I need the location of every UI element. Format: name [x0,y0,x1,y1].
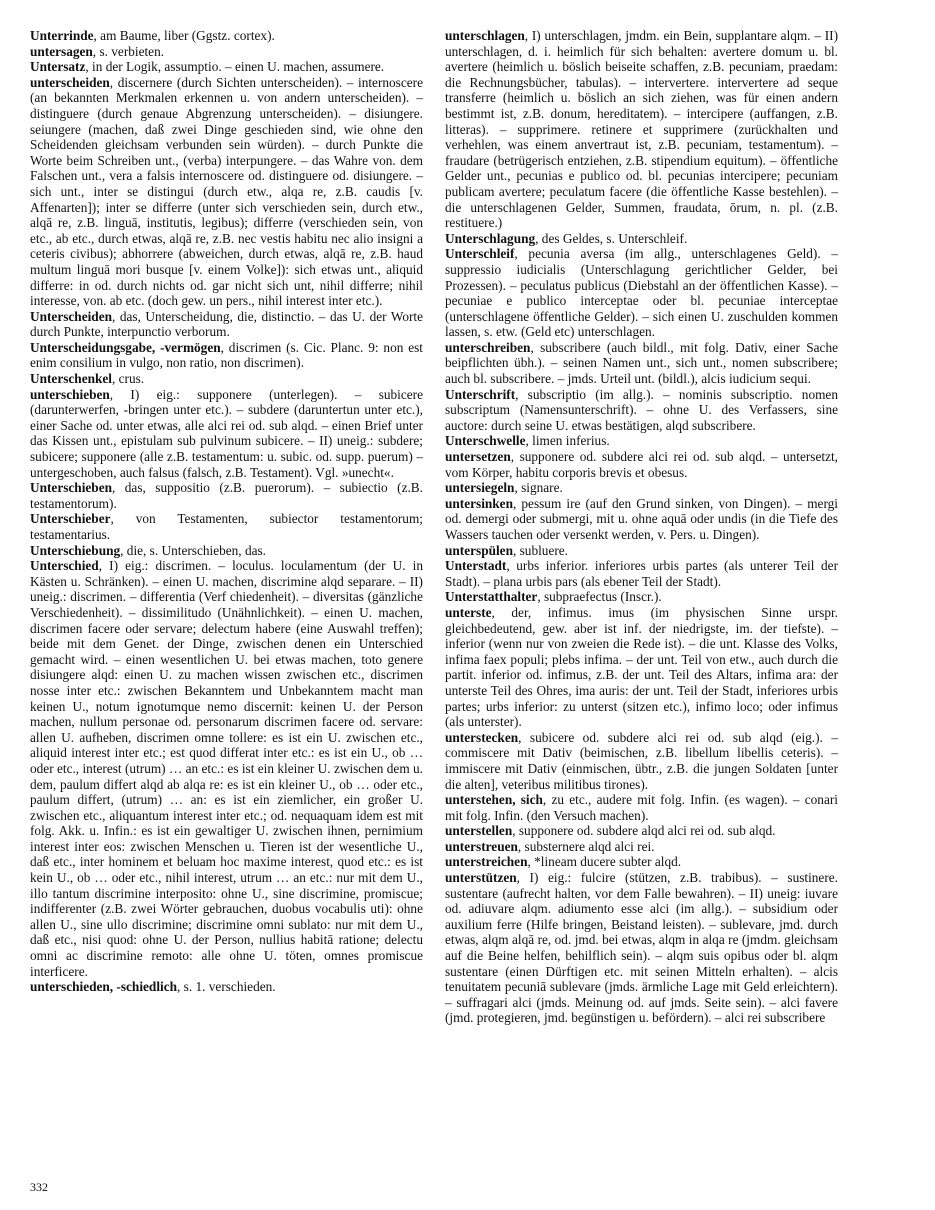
dictionary-entry [30,75,423,309]
entry-definition: , I) eig.: supponere (unterlegen). – subicere (darunterwerfen, -bringen unter etc.). – subdere (daruntertun unter etc.), einer Sache od. unter etwas, alle alci rei od. sub alqd. – einen Brief unter das Kissen unt., epistulam sub pulvinum subicere. – II) uneig.: subdere; subicere; supponere (alle z.B. testamentum: u. subic. od. supp. puerum) – untergeschoben, auch falsus (falsch, z.B. Testament). Vgl. »unecht«. [30,386,423,480]
entry-headword: unterschlagen [445,28,525,43]
entry-headword: Unterstadt [445,558,507,574]
entry-definition: , subpraefectus (Inscr.). [537,589,662,605]
entry-headword: Unterscheidungsgabe, -vermögen [30,339,221,355]
entry-headword: Unterstatthalter [445,589,538,605]
dictionary-entry [445,231,838,247]
entry-definition: , zu etc., audere mit folg. Infin. (es wagen). – conari mit folg. Infin. (den Versuch machen). [445,792,838,823]
dictionary-entry [30,28,423,44]
entry-definition: , von Testamenten, subiector testamentorum; testamentarius. [30,511,423,542]
dictionary-entry [30,59,423,75]
dictionary-entry [445,730,838,792]
entry-definition: , signare. [514,480,563,496]
entry-definition: , des Geldes, s. Unterschleif. [535,230,688,246]
dictionary-entry [30,480,423,511]
entry-definition: , pessum ire (auf den Grund sinken, von Dingen). – mergi od. demergi oder submergi, mit u. ohne aquā oder undis (in die Tiefe des Wassers tauchen oder versenkt werden, v. Pers. u. Dingen). [445,495,838,542]
right-column [445,28,838,1026]
entry-definition: , subscriptio (im allg.). – nominis subscriptio. nomen subscriptum (Namensunterschrift). – ohne U. des Verfassers, sine auctore: durch seine U. etwas bestätigen, alqd subscribere. [445,386,838,433]
dictionary-entry [30,558,423,979]
entry-headword: Unterschwelle [445,433,526,449]
dictionary-entry [445,543,838,559]
entry-definition: , der, infimus. imus (im physischen Sinne urspr. gleichbedeutend, gew. aber ist inf. der niedrigste, im. der tiefste). – inferior (wenn nur von zweien die Rede ist). – die unt. Klasse des Volks, infima faex populi; plebs infima. – der unt. Teil von etw., auch durch die partit. inferior od. infimus, z.B. der unt. Teil des Altars, infima ara: der unterste Teil des Ohres, ima auris: der unt. Teil der Stadt, inferiores urbis partes; urbs inferior: zu unterst (sitzen etc.), infimo loco; oder infimus (als unterster). [445,604,838,730]
entry-definition: , I) unterschlagen, jmdm. ein Bein, supplantare alqm. – II) unterschlagen, d. i. heimlich für sich behalten: avertere domum u. bl. avertere (heimlich u. böslich beiseite schaffen, z.B. pecuniam, praedam: die Rechnungsbücher, tabulas). – intervertere. intervertere ad seque transferre (heimlich u. böslich an sich ziehen, was für einen andern bestimmt ist, z.B. donum, hereditatem). – intercipere (auffangen, z.B. litteras). – supprimere. retinere et supprimere (zurückhalten und verhehlen, was einem anvertraut ist, z.B. pecuniam, testamentum). – fraudare (betrügerisch entziehen, z.B. stipendium equitum). – öffentliche Gelder unt., pecunias e publico od. bl. pecunias intercipere; pecuniam publicam avertere; peculatum facere (die öffentliche Kasse bestehlen). – die unterschlagenen Gelder, Summen, fraudata, ōrum, n. pl. (z.B. restituere.) [445,28,838,231]
dictionary-entry [30,543,423,559]
dictionary-entry [30,371,423,387]
left-column [30,28,423,995]
entry-headword: untersetzen [445,449,511,465]
entry-definition: , die, s. Unterschieben, das. [120,542,266,558]
entry-headword: unterstehen, sich [445,792,543,808]
entry-headword: Unterrinde [30,28,94,43]
entry-definition: , supponere od. subdere alci rei od. sub alqd. – untersetzt, vom Körper, habitu corporis brevis et obesus. [445,449,838,480]
dictionary-entry [445,387,838,434]
entry-definition: , I) eig.: fulcire (stützen, z.B. trabibus). – sustinere. sustentare (aufrecht halten, vor dem Falle bewahren). – II) uneig: iuvare od. adiuvare alqm. adiumento esse alci (im allg.). – subsidium oder auxilium ferre (Hilfe bringen, Beistand leisten). – sublevare, jmd. durch etwas, alqm alqā re, od. jmd. bei etwas, alqm in alqa re (jmdm. gleichsam auf die Beine helfen, behilflich sein). – alqm suis opibus oder bl. alqm sustentare (einen Dürftigen etc. mit seinen Mitteln erhalten). – alcis tenuitatem pecuniā sublevare (jmds. ärmliche Lage mit Geld erleichtern). – suffragari alci (jmds. Meinung od. auf jmds. Seite sein). – alci favere (jmd. protegieren, jmd. begünstigen u. befördern). – alci rei subscribere [445,870,838,1026]
dictionary-entry [445,340,838,387]
entry-headword: Unterschieben [30,480,112,496]
dictionary-entry [445,854,838,870]
dictionary-entry [445,589,838,605]
entry-definition: , subicere od. subdere alci rei od. sub alqd (eig.). – commiscere mit Dativ (beimischen, z.B. libellum libellis ceteris). – immiscere mit Dativ (einmischen, übtr., z.B. die jungen Soldaten [unter die alten], veteribus militibus tirones). [445,729,838,792]
entry-headword: unterschieben [30,386,110,402]
page-number: 332 [30,1180,48,1194]
entry-headword: unterste [445,604,492,620]
entry-definition: , am Baume, liber (Ggstz. cortex). [93,28,275,43]
entry-definition: , das, suppositio (z.B. puerorum). – subiectio (z.B. testamentorum). [30,480,423,511]
dictionary-entry [30,44,423,60]
entry-headword: unterschreiben [445,339,531,355]
entry-definition: , s. 1. verschieden. [177,979,276,995]
entry-headword: untersinken [445,495,513,511]
entry-headword: unterstecken [445,729,519,745]
dictionary-entry [30,309,423,340]
dictionary-entry [30,340,423,371]
entry-definition: , supponere od. subdere alqd alci rei od. sub alqd. [512,823,776,839]
dictionary-entry [445,605,838,730]
entry-headword: Unterschied [30,558,99,574]
dictionary-entry [30,979,423,995]
entry-headword: unterstützen [445,870,517,886]
entry-definition: , discrimen (s. Cic. Planc. 9: non est enim consilium in vulgo, non ratio, non discrimen). [30,339,423,371]
entry-headword: untersiegeln [445,480,515,496]
entry-headword: Unterschlagung [445,230,536,246]
dictionary-entry [445,823,838,839]
entry-definition: , *lineam ducere subter alqd. [527,854,682,870]
entry-headword: Unterschiebung [30,542,121,558]
entry-definition: , crus. [112,371,145,387]
entry-headword: unterscheiden [30,74,110,90]
entry-definition: , in der Logik, assumptio. – einen U. machen, assumere. [85,59,385,75]
entry-headword: Unterscheiden [30,308,112,324]
dictionary-entry [445,433,838,449]
dictionary-entry [445,449,838,480]
entry-headword: unterspülen [445,542,513,558]
dictionary-entry [445,28,838,231]
dictionary-entry [445,246,838,340]
entry-definition: , urbs inferior. inferiores urbis partes (als unterer Teil der Stadt). – plana urbis pars (als ebener Teil der Stadt). [445,558,838,589]
dictionary-entry [445,496,838,543]
dictionary-entry [445,480,838,496]
entry-headword: unterschieden, -schiedlich [30,979,178,995]
entry-definition: , substernere alqd alci rei. [517,838,655,854]
entry-definition: , subluere. [512,542,569,558]
entry-headword: unterstreichen [445,854,528,870]
entry-headword: Unterschleif [445,246,515,262]
entry-definition: , pecunia aversa (im allg., unterschlagenes Geld). – suppressio iudicialis (Unterschlagung gerichtlicher Gelder, bei Prozessen). – peculatus publicus (Diebstahl an der öffentlichen Kasse). – pecuniae e publico interceptae oder bl. pecuniae interceptae (unterschlagene öffentliche Gelder). – sich einen U. zuschulden kommen lassen, s. etw. (Geld etc) unterschlagen. [445,246,838,340]
dictionary-entry [30,387,423,481]
entry-definition: , limen inferius. [525,433,610,449]
entry-definition: , das, Unterscheidung, die, distinctio. – das U. der Worte durch Punkte, interpunctio verborum. [30,308,423,340]
entry-headword: Untersatz [30,59,86,75]
entry-headword: Unterschenkel [30,371,112,387]
entry-definition: , discernere (durch Sichten unterscheiden). – internoscere (an bekannten Merkmalen erkennen u. von andern unterscheiden). – distinguere (durch genaue Abgrenzung unterscheiden). – disiungere. seiungere (machen, daß zwei Dinge geschieden sind, wie ohne den Scheidenden gleichsam verbunden sein würden). – durch Punkte die Worte beim Schreiben unt., (verba) interpungere. – das Wahre von. dem Falschen unt., vera a falsis internoscere od. distinguere od. disiungere. – sich unt., inter se distingui (durch etw., alqa re, z.B. caudis [v. Affenarten]); inter se differre (unter sich verschieden sein, durch etw., alqā re, z.B. linguā, institutis, legibus); differre (verschieden sein, von etc., ab etc., durch etwas, alqā re, z.B. nec vestis habitu nec alio insigni a ceteris civibus); abhorrere (abweichen, durch etwas, alqā re, z.B. haud multum linguā mori busque [v. einem Volke]): sich etwas unt., aliquid differre: in od. durch nichts od. gar nicht sich unt, nihil differre; nihil interesse, von. ab etc. (doch gew. un pers., nihil interest inter etc.). [30,74,423,309]
entry-definition: , s. verbieten. [92,43,165,59]
dictionary-entry [30,511,423,542]
entry-definition: , I) eig.: discrimen. – loculus. loculamentum (der U. in Kästen u. Schränken). – einen U. machen, discrimine alqd separare. – II) uneig.: discrimen. – differentia (Verf chiedenheit). – diversitas (gänzliche Verschiedenheit). – dissimilitudo (Unähnlichkeit). – einen U. machen, discrimen facere oder servare; delectum habere (eine Auswahl treffen); beide mit dem Genet. der Dinge, zwischen denen ein Unterschied gemacht wird. – einen wesentlichen U. bei etwas machen, toto genere disiungere alqd: einen U. zu machen wissen zwischen etc., discrimen nosse inter etc.: zwischen Bekanntem und Unbekanntem macht man keinen U., notum ignotumque nemo discernit: keinen U. der Person machen, nullum personae od. personarum discrimen facere od. servare: allen U. aufheben, discrimen omne tollere: es ist ein U. zwischen etc., aliquid interest inter etc.; est quod differat inter etc.: es ist ein U., ob … oder etc., interest (utrum) … an etc.: es ist ein kleiner U. zwischen dem u. dem, paulum differt alqd ab alqa re: es ist ein kleiner U., ob … oder etc., paulum differt, (utrum) … an: es ist ein ziemlicher, ein großer U. zwischen etc., aliquantum interest inter etc.; od. nequaquam idem est mit folg. Akk. u. Infin.: es ist ein gewaltiger U. zwischen ihnen, pernimium interest inter eos: zwischen Menschen u. Tieren ist der wesentliche U., daß etc., inter hominem et beluam hoc maxime interest, quod etc.: es ist kein U., ob … oder etc., nihil interest, utrum … an etc.: nur mit dem U., illo tantum discrimine interposito: ohne U., sine discrimine, promiscue; indifferenter (z.B. zwei Wörter gebrauchen, duobus vocabulis uti): ohne allen U., sine ullo discrimine; discrimine omni sublato: nur mit dem U., daß etc., nisi quod: ohne U. der Person, nullius habitā ratione; delectu omni ac discrimine remoto: alle ohne U. töten, omnes promiscue interficere. [30,558,423,979]
dictionary-entry [445,558,838,589]
entry-headword: Unterschieber [30,511,111,527]
dictionary-entry [445,792,838,823]
entry-headword: unterstellen [445,823,513,839]
entry-headword: unterstreuen [445,838,518,854]
dictionary-entry [445,870,838,1026]
entry-headword: untersagen [30,43,93,59]
dictionary-entry [445,839,838,855]
entry-definition: , subscribere (auch bildl., mit folg. Dativ, einer Sache beipflichten übh.). – seinen Namen unt., sich unt., nomen subscribere; auch bl. subscribere. – jmds. Urteil unt. (bildl.), alcis iudicium sequi. [445,339,838,387]
entry-headword: Unterschrift [445,386,516,402]
